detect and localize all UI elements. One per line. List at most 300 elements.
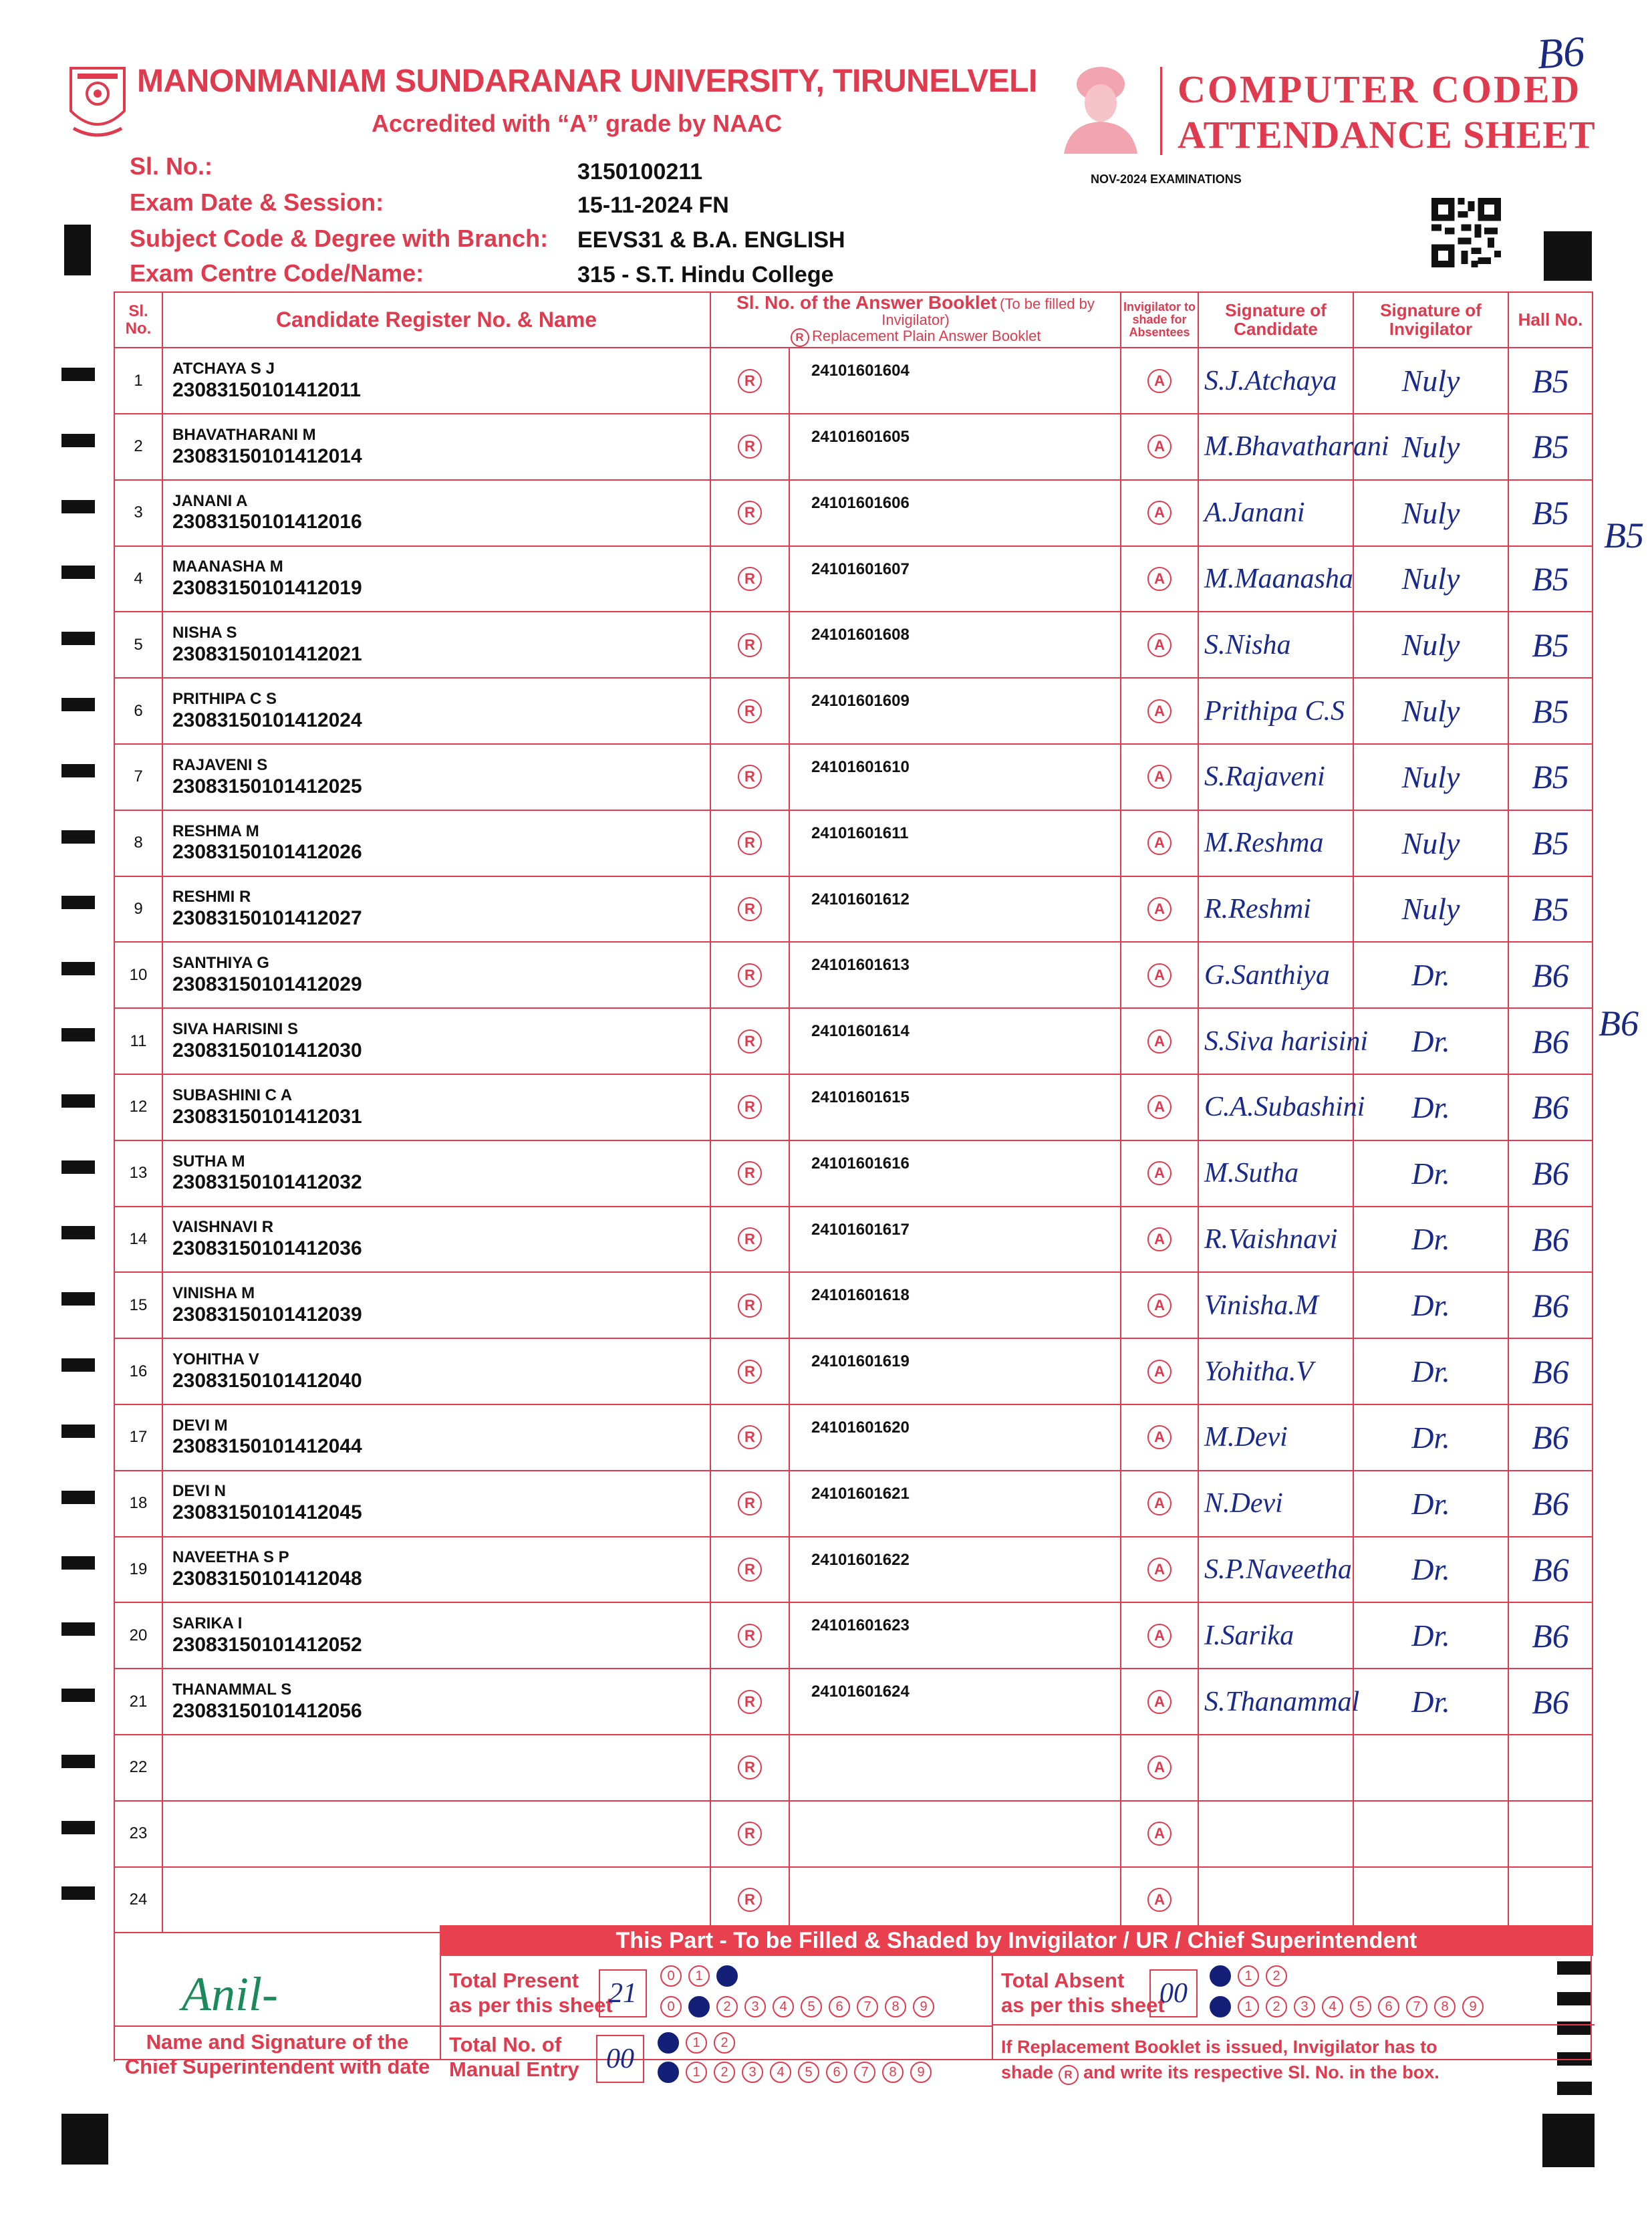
hall-number: B6 [1508,1404,1593,1471]
absent-bubble-cell[interactable] [1121,1008,1198,1074]
replacement-bubble[interactable]: R [738,1360,762,1384]
candidate-cell [162,1008,710,1074]
register-number: 23083150101412021 [172,642,362,665]
invigilator-signature [1353,1867,1508,1933]
absent-bubble[interactable]: A [1147,1491,1172,1515]
row-sl: 14 [114,1207,162,1273]
booklet-number[interactable]: 24101601610 [789,744,1121,810]
absent-bubble[interactable]: A [1147,435,1172,459]
digit-bubble[interactable]: 0 [658,2062,679,2083]
replacement-symbol-icon: R [1059,2065,1079,2085]
timing-mark [61,1491,95,1504]
candidate-name: DEVI M [172,1416,228,1435]
digit-bubble[interactable]: 8 [882,2062,904,2083]
digit-bubble[interactable]: 0 [658,2032,679,2054]
candidate-cell [162,1404,710,1471]
table-row [114,348,1593,414]
candidate-signature [1198,1801,1353,1867]
replacement-bubble[interactable]: R [738,1227,762,1251]
accreditation: Accredited with “A” grade by NAAC [372,110,783,137]
digit-bubble[interactable]: 2 [714,2032,735,2054]
table-header-row [114,292,1593,348]
absent-bubble-cell[interactable] [1121,1602,1198,1669]
timing-mark [61,1358,95,1372]
total-absent-label [1001,1968,1165,2017]
replacement-bubble[interactable]: R [738,1690,762,1714]
invigilator-signature: Nuly [1353,744,1508,810]
university-name: MANONMANIAM SUNDARANAR UNIVERSITY, TIRUNELVELI [137,64,1037,99]
absent-bubble-cell[interactable] [1121,414,1198,480]
chief-label-line2: Chief Superintendent with date [124,2055,430,2079]
candidate-signature: M.Maanasha [1198,546,1353,612]
absent-bubble[interactable]: A [1147,1360,1172,1384]
absent-bubble[interactable]: A [1147,1293,1172,1318]
booklet-number[interactable]: 24101601620 [789,1404,1121,1471]
absent-bubble[interactable]: A [1147,633,1172,657]
absent-bubble[interactable]: A [1147,831,1172,855]
replacement-bubble-cell[interactable] [710,1669,789,1735]
replacement-bubble-cell[interactable] [710,480,789,546]
absent-bubble-cell[interactable] [1121,1471,1198,1537]
timing-mark [61,764,95,777]
replacement-bubble[interactable]: R [738,1029,762,1054]
candidate-cell [162,1074,710,1140]
examinations-label: NOV-2024 EXAMINATIONS [1091,172,1242,186]
absent-bubble[interactable]: A [1147,1095,1172,1119]
digit-bubble[interactable]: 5 [1350,1996,1371,2017]
col-booklet-header [710,292,1121,348]
section-divider [993,2024,1595,2025]
timing-mark [61,1226,95,1239]
manual-entry-label [449,2032,579,2082]
present-tens-bubbles [660,1965,744,1987]
timing-mark [1542,2114,1595,2167]
absent-bubble-cell[interactable] [1121,612,1198,678]
candidate-name: SANTHIYA G [172,954,269,973]
row-sl: 9 [114,876,162,943]
replacement-note [1001,2035,1439,2086]
candidate-signature: Vinisha.M [1198,1272,1353,1338]
digit-bubble[interactable]: 7 [1406,1996,1427,2017]
candidate-name: DEVI N [172,1482,227,1501]
replacement-bubble-cell[interactable] [710,1272,789,1338]
replacement-bubble-cell[interactable] [710,1008,789,1074]
table-row [114,1669,1593,1735]
absent-bubble-cell[interactable] [1121,810,1198,876]
absent-bubble-cell[interactable] [1121,348,1198,414]
digit-bubble[interactable]: 3 [1294,1996,1315,2017]
absent-bubble[interactable]: A [1147,1161,1172,1185]
hall-number: B5 [1508,876,1593,943]
digit-bubble[interactable]: 1 [686,2032,707,2054]
invigilator-section [114,1925,1592,2082]
exam-date-value: 15-11-2024 FN [577,193,729,218]
replacement-bubble-cell[interactable] [710,678,789,744]
replacement-bubble[interactable]: R [738,1095,762,1119]
hall-number: B6 [1508,1537,1593,1603]
invigilator-signature: Nuly [1353,810,1508,876]
timing-mark [61,2114,108,2165]
qr-code-icon [1431,198,1501,267]
replacement-bubble[interactable]: R [738,567,762,591]
digit-bubble[interactable]: 6 [826,2062,847,2083]
digit-bubble[interactable]: 1 [688,1965,710,1987]
invigilator-signature [1353,1735,1508,1801]
total-absent-box[interactable]: 00 [1149,1969,1198,2017]
digit-bubble[interactable]: 6 [1378,1996,1399,2017]
centre-value: 315 - S.T. Hindu College [577,262,834,287]
replacement-bubble[interactable]: R [738,765,762,789]
hall-number: B6 [1508,1669,1593,1735]
replacement-bubble[interactable]: R [738,633,762,657]
replacement-bubble-cell[interactable] [710,744,789,810]
manual-entry-box[interactable]: 00 [596,2035,644,2083]
digit-bubble[interactable]: 4 [1322,1996,1343,2017]
timing-mark [61,1689,95,1702]
digit-bubble[interactable]: 5 [798,2062,819,2083]
replacement-bubble[interactable]: R [738,1822,762,1846]
candidate-signature: M.Devi [1198,1404,1353,1471]
timing-mark [61,830,95,844]
replacement-bubble[interactable]: R [738,1293,762,1318]
absent-bubble-cell[interactable] [1121,876,1198,943]
candidate-cell [162,612,710,678]
candidate-signature: M.Bhavatharani [1198,414,1353,480]
candidate-signature: R.Vaishnavi [1198,1207,1353,1273]
replacement-bubble[interactable]: R [738,369,762,393]
candidate-name: VINISHA M [172,1284,255,1303]
col-sig-candidate-header: Signature of Candidate [1198,292,1353,348]
booklet-number[interactable]: 24101601604 [789,348,1121,414]
register-number: 23083150101412027 [172,907,362,930]
digit-bubble[interactable]: 4 [770,2062,791,2083]
replacement-bubble[interactable]: R [738,963,762,987]
replacement-bubble-cell[interactable] [710,546,789,612]
absent-bubble[interactable]: A [1147,765,1172,789]
absent-bubble-cell[interactable] [1121,942,1198,1008]
absent-bubble[interactable]: A [1147,1558,1172,1582]
digit-bubble[interactable]: 1 [688,1996,710,2017]
digit-bubble[interactable]: 9 [913,1996,934,2017]
hall-number: B6 [1508,942,1593,1008]
absent-bubble[interactable]: A [1147,501,1172,525]
replacement-bubble-cell[interactable] [710,1404,789,1471]
absent-bubble-cell[interactable] [1121,1140,1198,1207]
digit-bubble[interactable]: 1 [1238,1996,1259,2017]
digit-bubble[interactable]: 2 [714,2062,735,2083]
replacement-bubble[interactable]: R [738,435,762,459]
table-row [114,942,1593,1008]
digit-bubble[interactable]: 6 [829,1996,850,2017]
candidate-signature: S.Siva harisini [1198,1008,1353,1074]
hall-number: B6 [1508,1471,1593,1537]
hall-number: B5 [1508,612,1593,678]
replacement-bubble-cell[interactable] [710,1207,789,1273]
booklet-number[interactable]: 24101601612 [789,876,1121,943]
section-divider [992,1956,993,2059]
replacement-bubble-cell[interactable] [710,1867,789,1933]
candidate-cell [162,546,710,612]
absent-bubble-cell[interactable] [1121,1074,1198,1140]
hall-number: B5 [1508,480,1593,546]
absent-bubble-cell[interactable] [1121,1867,1198,1933]
absent-bubble[interactable]: A [1147,1227,1172,1251]
replacement-bubble-cell[interactable] [710,1602,789,1669]
absent-bubble[interactable]: A [1147,567,1172,591]
booklet-number[interactable]: 24101601615 [789,1074,1121,1140]
invigilator-signature: Nuly [1353,480,1508,546]
invigilator-signature: Dr. [1353,1272,1508,1338]
booklet-number[interactable]: 24101601622 [789,1537,1121,1603]
booklet-number[interactable]: 24101601609 [789,678,1121,744]
absent-units-bubbles [1210,1996,1490,2017]
candidate-name: PRITHIPA C S [172,689,277,708]
booklet-number[interactable]: 24101601614 [789,1008,1121,1074]
handwritten-hall-number: B6 [1535,27,1587,78]
replacement-bubble[interactable]: R [738,1624,762,1648]
replacement-bubble-cell[interactable] [710,1074,789,1140]
candidate-signature: Prithipa C.S [1198,678,1353,744]
absent-bubble[interactable]: A [1147,699,1172,723]
candidate-cell [162,1471,710,1537]
absent-bubble[interactable]: A [1147,1690,1172,1714]
booklet-number[interactable]: 24101601607 [789,546,1121,612]
digit-bubble[interactable]: 9 [910,2062,932,2083]
digit-bubble[interactable]: 1 [1238,1965,1259,1987]
digit-bubble[interactable]: 0 [1210,1965,1231,1987]
sheet-title-line1: COMPUTER CODED [1178,68,1582,111]
booklet-number[interactable]: 24101601618 [789,1272,1121,1338]
absent-bubble-cell[interactable] [1121,1537,1198,1603]
candidate-name: RESHMI R [172,888,251,906]
absent-bubble-cell[interactable] [1121,1669,1198,1735]
replacement-bubble[interactable]: R [738,1425,762,1449]
absent-bubble-cell[interactable] [1121,744,1198,810]
row-sl: 11 [114,1008,162,1074]
replacement-bubble-cell[interactable] [710,1801,789,1867]
row-sl: 5 [114,612,162,678]
candidate-name: THANAMMAL S [172,1680,292,1699]
digit-bubble[interactable]: 2 [1266,1996,1287,2017]
replacement-bubble-cell[interactable] [710,1735,789,1801]
table-row [114,1404,1593,1471]
hall-number: B6 [1508,1272,1593,1338]
col-absentees-header: Invigilator to shade for Absentees [1121,292,1198,348]
replacement-bubble-cell[interactable] [710,942,789,1008]
invigilator-signature: Dr. [1353,1207,1508,1273]
replacement-bubble-cell[interactable] [710,348,789,414]
absent-bubble-cell[interactable] [1121,480,1198,546]
candidate-signature: S.Nisha [1198,612,1353,678]
timing-mark [61,434,95,447]
absent-bubble[interactable]: A [1147,963,1172,987]
booklet-number[interactable]: 24101601619 [789,1338,1121,1404]
digit-bubble[interactable]: 2 [716,1996,738,2017]
digit-bubble[interactable]: 3 [742,2062,763,2083]
register-number: 23083150101412048 [172,1568,362,1590]
absent-bubble[interactable]: A [1147,1888,1172,1912]
total-present-box[interactable]: 21 [599,1969,647,2017]
table-row [114,414,1593,480]
replacement-bubble[interactable]: R [738,897,762,921]
replacement-bubble-cell[interactable] [710,810,789,876]
candidate-signature: S.Thanammal [1198,1669,1353,1735]
digit-bubble[interactable]: 0 [660,1996,682,2017]
replacement-bubble[interactable]: R [738,1888,762,1912]
timing-mark [61,1292,95,1306]
col-sig-invigilator-header: Signature of Invigilator [1353,292,1508,348]
absent-bubble-cell[interactable] [1121,1207,1198,1273]
register-number: 23083150101412014 [172,445,362,467]
booklet-number[interactable] [789,1867,1121,1933]
absent-bubble-cell[interactable] [1121,1272,1198,1338]
candidate-signature: R.Reshmi [1198,876,1353,943]
replacement-bubble[interactable]: R [738,831,762,855]
digit-bubble[interactable]: 0 [1210,1996,1231,2017]
hall-number: B5 [1508,810,1593,876]
hall-number [1508,1801,1593,1867]
replacement-bubble-cell[interactable] [710,1338,789,1404]
register-number: 23083150101412045 [172,1501,362,1524]
invigilator-signature: Nuly [1353,678,1508,744]
candidate-cell [162,1537,710,1603]
absent-bubble[interactable]: A [1147,369,1172,393]
replacement-bubble-cell[interactable] [710,612,789,678]
candidate-cell [162,1272,710,1338]
replacement-bubble-cell[interactable] [710,1537,789,1603]
invigilator-signature: Dr. [1353,1074,1508,1140]
digit-bubble[interactable]: 7 [854,2062,875,2083]
digit-bubble[interactable]: 4 [773,1996,794,2017]
table-row [114,810,1593,876]
candidate-cell [162,876,710,943]
booklet-header-title: Sl. No. of the Answer Booklet [736,292,997,313]
absent-bubble-cell[interactable] [1121,1338,1198,1404]
candidate-signature: M.Reshma [1198,810,1353,876]
candidate-signature [1198,1867,1353,1933]
booklet-number[interactable] [789,1735,1121,1801]
digit-bubble[interactable]: 2 [716,1965,738,1987]
replacement-bubble-cell[interactable] [710,414,789,480]
candidate-cell [162,1867,710,1933]
replacement-bubble[interactable]: R [738,699,762,723]
booklet-number[interactable] [789,1801,1121,1867]
digit-bubble[interactable]: 5 [801,1996,822,2017]
register-number: 23083150101412056 [172,1699,362,1722]
digit-bubble[interactable]: 3 [744,1996,766,2017]
register-number: 23083150101412026 [172,841,362,864]
candidate-name: SUBASHINI C A [172,1086,293,1104]
candidate-name: NAVEETHA S P [172,1548,289,1567]
row-sl: 3 [114,480,162,546]
col-sl-header: Sl. No. [114,292,162,348]
sl-no-label: Sl. No.: [130,152,213,180]
row-sl: 1 [114,348,162,414]
table-row [114,612,1593,678]
hall-number: B5 [1508,414,1593,480]
candidate-signature: M.Sutha [1198,1140,1353,1207]
digit-bubble[interactable]: 1 [686,2062,707,2083]
row-sl: 4 [114,546,162,612]
digit-bubble[interactable]: 8 [1434,1996,1456,2017]
digit-bubble[interactable]: 2 [1266,1965,1287,1987]
absent-bubble[interactable]: A [1147,1822,1172,1846]
digit-bubble[interactable]: 0 [660,1965,682,1987]
booklet-number[interactable]: 24101601605 [789,414,1121,480]
invigilator-signature: Nuly [1353,876,1508,943]
digit-bubble[interactable]: 9 [1462,1996,1484,2017]
booklet-number[interactable]: 24101601608 [789,612,1121,678]
replacement-bubble[interactable]: R [738,1491,762,1515]
hall-number: B6 [1508,1074,1593,1140]
replacement-bubble-cell[interactable] [710,876,789,943]
timing-mark [61,1755,95,1768]
absent-bubble-cell[interactable] [1121,1735,1198,1801]
row-sl: 16 [114,1338,162,1404]
header-divider [1160,67,1162,155]
replacement-bubble[interactable]: R [738,1558,762,1582]
booklet-number[interactable]: 24101601623 [789,1602,1121,1669]
absent-bubble-cell[interactable] [1121,1404,1198,1471]
booklet-number[interactable]: 24101601616 [789,1140,1121,1207]
invigilator-signature: Nuly [1353,546,1508,612]
absent-bubble[interactable]: A [1147,897,1172,921]
register-number: 23083150101412016 [172,511,362,533]
timing-mark [61,500,95,513]
absent-bubble[interactable]: A [1147,1029,1172,1054]
candidate-name: RESHMA M [172,822,259,840]
absent-bubble[interactable]: A [1147,1425,1172,1449]
row-sl: 19 [114,1537,162,1603]
digit-bubble[interactable]: 7 [857,1996,878,2017]
absent-bubble-cell[interactable] [1121,546,1198,612]
table-row [114,1602,1593,1669]
invigilator-signature: Nuly [1353,414,1508,480]
timing-mark [1544,231,1592,281]
absent-label-line1: Total Absent [1001,1969,1125,1992]
replacement-bubble-cell[interactable] [710,1471,789,1537]
chief-superintendent-label [115,2029,440,2079]
replacement-bubble[interactable]: R [738,501,762,525]
booklet-number[interactable]: 24101601624 [789,1669,1121,1735]
table-row [114,480,1593,546]
replacement-bubble[interactable]: R [738,1755,762,1779]
candidate-name: BHAVATHARANI M [172,425,316,444]
candidate-cell [162,1735,710,1801]
table-row [114,1338,1593,1404]
replacement-bubble-cell[interactable] [710,1140,789,1207]
register-number: 23083150101412044 [172,1435,362,1458]
register-number: 23083150101412031 [172,1105,362,1128]
booklet-number[interactable]: 24101601621 [789,1471,1121,1537]
absent-bubble-cell[interactable] [1121,1801,1198,1867]
booklet-number[interactable]: 24101601606 [789,480,1121,546]
booklet-number[interactable]: 24101601617 [789,1207,1121,1273]
absent-bubble[interactable]: A [1147,1755,1172,1779]
table-row [114,1801,1593,1867]
booklet-number[interactable]: 24101601613 [789,942,1121,1008]
invigilator-signature: Nuly [1353,612,1508,678]
candidate-cell [162,1669,710,1735]
invigilator-signature: Dr. [1353,942,1508,1008]
row-sl: 23 [114,1801,162,1867]
absent-bubble-cell[interactable] [1121,678,1198,744]
digit-bubble[interactable]: 8 [885,1996,906,2017]
absent-bubble[interactable]: A [1147,1624,1172,1648]
booklet-number[interactable]: 24101601611 [789,810,1121,876]
replacement-bubble[interactable]: R [738,1161,762,1185]
invigilator-signature: Dr. [1353,1140,1508,1207]
